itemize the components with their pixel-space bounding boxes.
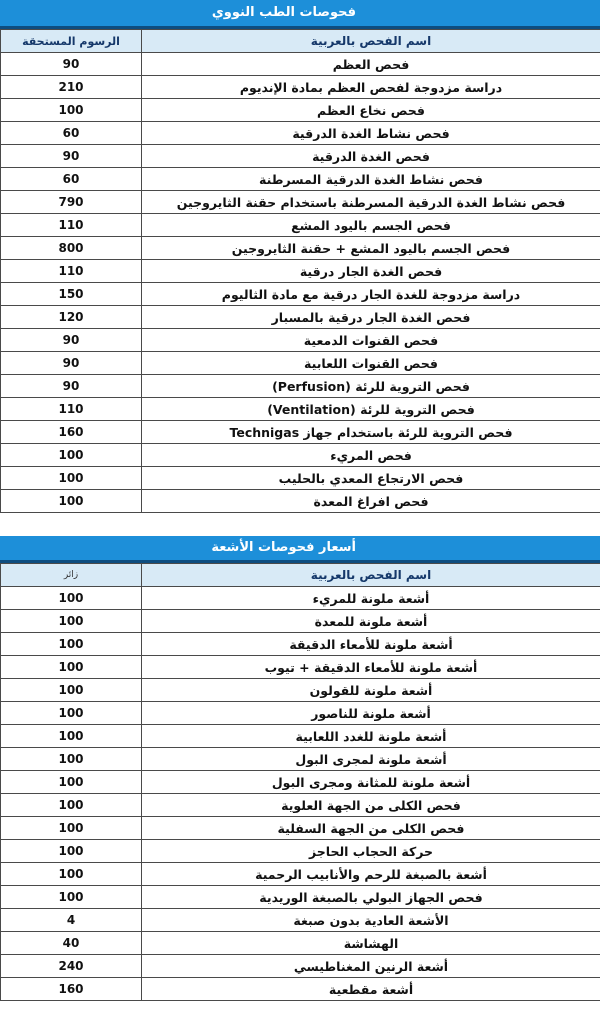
fee-cell: 100	[1, 794, 142, 817]
fee-cell: 110	[1, 398, 142, 421]
exam-name-cell: الأشعة العادية بدون صبغة	[142, 909, 600, 932]
exam-name-cell: فحص نشاط الغدة الدرقية المسرطنة	[142, 168, 600, 191]
exam-name-cell: أشعة ملونة للغدد اللعابية	[142, 725, 600, 748]
fee-cell: 100	[1, 863, 142, 886]
table-header-row	[1, 564, 600, 587]
exam-name-cell: فحص الجهاز البولي بالصبغة الوريدية	[142, 886, 600, 909]
table-row	[1, 932, 600, 955]
table-row	[1, 306, 600, 329]
fee-cell: 100	[1, 771, 142, 794]
radiology-section	[0, 536, 600, 998]
table-row	[1, 444, 600, 467]
nuclear-table-body	[1, 53, 600, 513]
fee-cell: 100	[1, 817, 142, 840]
exam-name-column-header: اسم الفحص بالعربية	[142, 30, 600, 53]
fee-cell: 100	[1, 679, 142, 702]
exam-name-cell: فحص التروية للرئة (Perfusion)	[142, 375, 600, 398]
table-row	[1, 53, 600, 76]
fee-cell: 100	[1, 444, 142, 467]
exam-name-cell: أشعة ملونة لمجرى البول	[142, 748, 600, 771]
table-row	[1, 260, 600, 283]
table-row	[1, 587, 600, 610]
exam-name-cell: أشعة الرنين المغناطيسي	[142, 955, 600, 978]
table-row	[1, 748, 600, 771]
table-row	[1, 886, 600, 909]
exam-name-cell: فحص الغدة الجار درقية	[142, 260, 600, 283]
fee-cell: 100	[1, 748, 142, 771]
fee-cell: 90	[1, 375, 142, 398]
exam-name-cell: فحص التروية للرئة باستخدام جهاز Technigas	[142, 421, 600, 444]
fee-cell: 100	[1, 633, 142, 656]
table-row	[1, 398, 600, 421]
exam-name-cell: فحص القنوات الدمعية	[142, 329, 600, 352]
fee-column-header: الرسوم المستحقة	[1, 30, 142, 53]
table-row	[1, 863, 600, 886]
exam-name-cell: الهشاشة	[142, 932, 600, 955]
fee-column-header: زائر	[1, 564, 142, 587]
exam-name-cell: فحص المريء	[142, 444, 600, 467]
exam-name-cell: أشعة بالصبغة للرحم والأنابيب الرحمية	[142, 863, 600, 886]
fee-cell: 100	[1, 725, 142, 748]
fee-cell: 790	[1, 191, 142, 214]
table-row	[1, 633, 600, 656]
fee-cell: 160	[1, 421, 142, 444]
exam-name-cell: فحص الغدة الدرقية	[142, 145, 600, 168]
exam-name-cell: أشعة ملونة للمعدة	[142, 610, 600, 633]
table-row	[1, 421, 600, 444]
table-row	[1, 168, 600, 191]
fee-cell: 100	[1, 99, 142, 122]
fee-cell: 90	[1, 352, 142, 375]
exam-name-cell: حركة الحجاب الحاجز	[142, 840, 600, 863]
fee-cell: 150	[1, 283, 142, 306]
table-row	[1, 283, 600, 306]
exam-name-cell: أشعة ملونة للأمعاء الدقيقة	[142, 633, 600, 656]
table-row	[1, 145, 600, 168]
fee-cell: 90	[1, 145, 142, 168]
section-title: أسعار فحوصات الأشعة	[0, 536, 600, 563]
table-row	[1, 702, 600, 725]
exam-name-cell: فحص الارتجاع المعدي بالحليب	[142, 467, 600, 490]
fee-cell: 40	[1, 932, 142, 955]
exam-name-cell: فحص القنوات اللعابية	[142, 352, 600, 375]
fee-cell: 120	[1, 306, 142, 329]
exam-name-cell: دراسة مزدوجة لفحص العظم بمادة الإنديوم	[142, 76, 600, 99]
table-row	[1, 656, 600, 679]
fee-cell: 4	[1, 909, 142, 932]
fee-cell: 110	[1, 260, 142, 283]
table-row	[1, 610, 600, 633]
fee-cell: 60	[1, 122, 142, 145]
table-row	[1, 99, 600, 122]
table-row	[1, 191, 600, 214]
table-row	[1, 237, 600, 260]
exam-name-cell: أشعة ملونة للناصور	[142, 702, 600, 725]
exam-name-cell: أشعة ملونة للأمعاء الدقيقة + تيوب	[142, 656, 600, 679]
table-row	[1, 352, 600, 375]
exam-name-cell: فحص نشاط الغدة الدرقية المسرطنة باستخدام حقنة الثايروجين	[142, 191, 600, 214]
table-row	[1, 679, 600, 702]
exam-name-column-header: اسم الفحص بالعربية	[142, 564, 600, 587]
fee-cell: 240	[1, 955, 142, 978]
fee-cell: 110	[1, 214, 142, 237]
exam-name-cell: دراسة مزدوجة للغدة الجار درقية مع مادة الثاليوم	[142, 283, 600, 306]
exam-name-cell: أشعة مقطعية	[142, 978, 600, 1001]
table-row	[1, 794, 600, 817]
table-row	[1, 375, 600, 398]
fee-cell: 100	[1, 886, 142, 909]
fee-cell: 160	[1, 978, 142, 1001]
table-row	[1, 909, 600, 932]
exam-name-cell: أشعة ملونة للمثانة ومجرى البول	[142, 771, 600, 794]
table-row	[1, 214, 600, 237]
exam-name-cell: فحص نخاع العظم	[142, 99, 600, 122]
radiology-table-body	[1, 587, 600, 1001]
table-row	[1, 122, 600, 145]
fee-cell: 60	[1, 168, 142, 191]
radiology-fees-table	[0, 563, 600, 1001]
table-row	[1, 467, 600, 490]
table-row	[1, 76, 600, 99]
fee-cell: 210	[1, 76, 142, 99]
fee-cell: 100	[1, 610, 142, 633]
fee-cell: 90	[1, 53, 142, 76]
fee-cell: 800	[1, 237, 142, 260]
exam-name-cell: فحص الجسم باليود المشع	[142, 214, 600, 237]
exam-name-cell: فحص نشاط الغدة الدرقية	[142, 122, 600, 145]
table-row	[1, 817, 600, 840]
fee-cell: 100	[1, 656, 142, 679]
table-row	[1, 955, 600, 978]
exam-name-cell: أشعة ملونة للمريء	[142, 587, 600, 610]
table-row	[1, 978, 600, 1001]
table-header-row	[1, 30, 600, 53]
fee-cell: 100	[1, 490, 142, 513]
fee-cell: 100	[1, 467, 142, 490]
exam-name-cell: فحص الكلى من الجهة السفلية	[142, 817, 600, 840]
exam-name-cell: فحص الجسم باليود المشع + حقنة الثايروجين	[142, 237, 600, 260]
table-row	[1, 771, 600, 794]
exam-name-cell: فحص العظم	[142, 53, 600, 76]
table-row	[1, 490, 600, 513]
exam-name-cell: فحص افراغ المعدة	[142, 490, 600, 513]
fee-cell: 90	[1, 329, 142, 352]
section-title: فحوصات الطب النووي	[0, 0, 600, 29]
table-row	[1, 840, 600, 863]
table-row	[1, 329, 600, 352]
exam-name-cell: أشعة ملونة للقولون	[142, 679, 600, 702]
fee-cell: 100	[1, 702, 142, 725]
exam-name-cell: فحص الغدة الجار درقية بالمسبار	[142, 306, 600, 329]
fee-cell: 100	[1, 840, 142, 863]
exam-name-cell: فحص الكلى من الجهة العلوية	[142, 794, 600, 817]
exam-name-cell: فحص التروية للرئة (Ventilation)	[142, 398, 600, 421]
fee-cell: 100	[1, 587, 142, 610]
nuclear-fees-table	[0, 29, 600, 513]
table-row	[1, 725, 600, 748]
